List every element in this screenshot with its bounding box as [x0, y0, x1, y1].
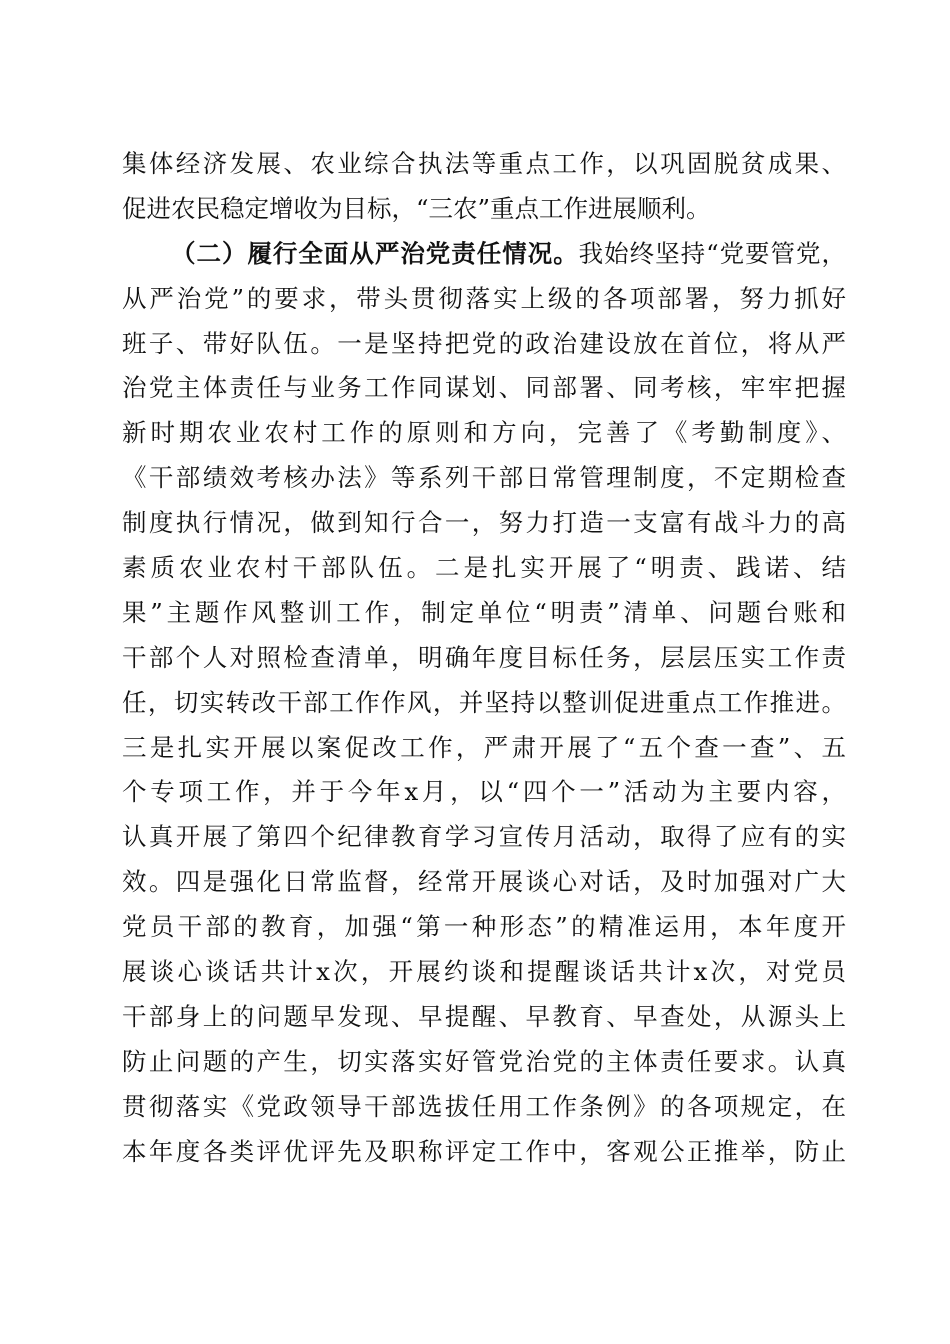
text-line: 任，切实转改干部工作作风，并坚持以整训促进重点工作推进。 — [122, 687, 846, 717]
body-text — [122, 142, 846, 1174]
text-line: 果”主题作风整训工作，制定单位“明责”清单、问题台账和 — [122, 597, 846, 627]
text-line: 效。四是强化日常监督，经常开展谈心对话，及时加强对广大 — [122, 867, 846, 897]
text-line: 集体经济发展、农业综合执法等重点工作，以巩固脱贫成果、 — [122, 149, 846, 178]
text-line: 制度执行情况，做到知行合一，努力打造一支富有战斗力的高 — [122, 508, 846, 538]
text-line: 展谈心谈话共计x次，开展约谈和提醒谈话共计x次，对党员 — [122, 957, 846, 987]
text-line: 从严治党”的要求，带头贯彻落实上级的各项部署，努力抓好 — [122, 283, 846, 313]
text-line: 治党主体责任与业务工作同谋划、同部署、同考核，牢牢把握 — [122, 373, 846, 403]
text-span: 我始终坚持“党要管党， — [578, 238, 846, 268]
text-line: 防止问题的产生，切实落实好管党治党的主体责任要求。认真 — [122, 1046, 846, 1076]
text-line: 干部个人对照检查清单，明确年度目标任务，层层压实工作责 — [122, 642, 846, 672]
text-line: 《干部绩效考核办法》等系列干部日常管理制度，不定期检查 — [122, 463, 846, 493]
text-line: 个专项工作，并于今年x月，以“四个一”活动为主要内容， — [122, 777, 846, 807]
text-line: 素质农业农村干部队伍。二是扎实开展了“明责、践诺、结 — [122, 553, 846, 583]
text-line: 三是扎实开展以案促改工作，严肃开展了“五个查一查”、五 — [122, 732, 846, 762]
text-line: 干部身上的问题早发现、早提醒、早教育、早查处，从源头上 — [122, 1001, 846, 1031]
text-line: 新时期农业农村工作的原则和方向，完善了《考勤制度》、 — [122, 418, 846, 448]
text-line: 促进农民稳定增收为目标，“三农”重点工作进展顺利。 — [122, 193, 711, 223]
section-heading-line — [122, 232, 846, 277]
text-line: 认真开展了第四个纪律教育学习宣传月活动，取得了应有的实 — [122, 822, 846, 852]
text-line: 本年度各类评优评先及职称评定工作中，客观公正推举，防止 — [122, 1136, 846, 1166]
text-line: 贯彻落实《党政领导干部选拔任用工作条例》的各项规定，在 — [122, 1091, 846, 1121]
text-line: 班子、带好队伍。一是坚持把党的政治建设放在首位，将从严 — [122, 328, 846, 358]
section-heading: （二）履行全面从严治党责任情况。 — [171, 238, 579, 268]
text-line: 党员干部的教育，加强“第一种形态”的精准运用，本年度开 — [122, 912, 846, 942]
